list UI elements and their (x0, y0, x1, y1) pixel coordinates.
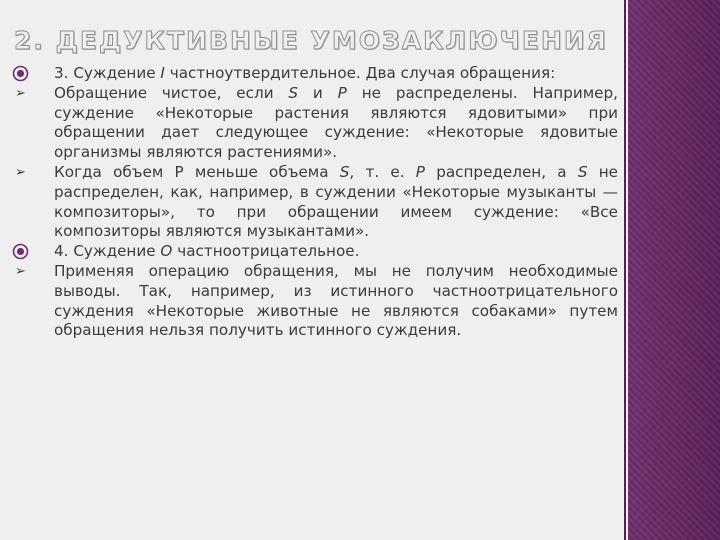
item-text: Когда объем Р меньше объема (54, 162, 340, 181)
item-text: частноутвердительное. Два случая обращения: (164, 64, 556, 82)
arrow-bullet-icon: ➢ (15, 164, 26, 180)
side-divider (624, 0, 626, 540)
list-item (12, 163, 618, 242)
list-item (12, 84, 618, 163)
item-text: и (298, 83, 338, 102)
item-text-italic: S (577, 162, 588, 181)
item-text: Обращение чистое, если (54, 83, 289, 102)
item-text: Применяя операцию обращения, мы не получим необходимые выводы. Так, например, из истинного частноотрицательного суждения «Некоторые животные не являются собаками» путем обращения нельзя получить истинного суждения. (54, 261, 618, 340)
circle-bullet-icon (12, 243, 29, 260)
item-text: 4. Суждение (54, 242, 161, 261)
list-item (12, 64, 618, 84)
item-text-italic: О (160, 242, 173, 261)
item-text-italic: Р (415, 162, 425, 181)
item-text: 3. Суждение (54, 64, 161, 82)
circle-bullet-icon (12, 65, 29, 82)
slide-content (12, 64, 618, 341)
arrow-bullet-icon: ➢ (15, 85, 26, 101)
item-text-italic: P (337, 83, 347, 102)
item-text-italic: S (339, 162, 350, 181)
item-text: не распределены. Например, суждение «Некоторые растения являются ядовитыми» при обращении дает следующее суждение: «Некоторые ядовитые организмы являются растениями». (54, 83, 618, 162)
item-text-italic: I (160, 64, 165, 82)
item-text: распределен, а (424, 162, 578, 181)
decorative-side-bar (628, 0, 720, 540)
item-text: частноотрицательное. (172, 242, 360, 261)
item-text-italic: S (288, 83, 299, 102)
arrow-bullet-icon: ➢ (15, 263, 26, 279)
item-text: не распределен, как, например, в суждении «Некоторые музыканты — композиторы», то при обращении имеем суждение: «Все композиторы являются музыкантами». (54, 162, 618, 241)
slide-title: 2. ДЕДУКТИВНЫЕ УМОЗАКЛЮЧЕНИЯ (14, 26, 608, 55)
list-item (12, 242, 618, 262)
list-item (12, 262, 618, 341)
item-text: , т. е. (349, 162, 416, 181)
